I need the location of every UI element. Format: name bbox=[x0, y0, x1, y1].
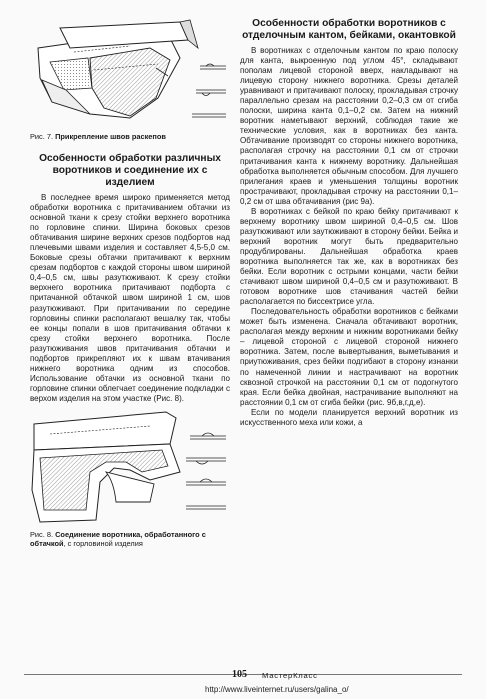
left-column bbox=[30, 18, 230, 548]
figure-7-caption bbox=[30, 132, 230, 141]
figure-8-caption-rest: , с горловиной изделия bbox=[63, 538, 143, 548]
figure-8 bbox=[30, 410, 230, 548]
right-column bbox=[240, 18, 458, 428]
figure-8-caption-prefix: Рис. 8. bbox=[30, 529, 54, 539]
page-number: 105 bbox=[232, 669, 247, 680]
right-paragraph-3: Последовательность обработки воротников с бейками может быть изменена. Сначала обтачивают воротник, располагая между верхним и нижним воротниками бейку – лицевой стороной с лицевой стороной нижнего воротника. Затем, после вывертывания, выметывания и приутюживания, срез бейки подгибают в сторону изнанки по намеченной линии и настрачивают на воротник сквозной строчкой на расстоянии 0,1 см от подогнутого края. Если бейка двойная, настрачивание выполняют на расстоянии 0,1 см от сгиба бейки (рис. 9б,в,г,д,е). bbox=[240, 307, 458, 407]
left-section-title: Особенности обработки различных воротников и соединение их с изделием bbox=[39, 153, 221, 188]
right-section-title: Особенности обработки воротников с отделочным кантом, бейками, окантовкой bbox=[242, 18, 456, 41]
figure-7 bbox=[30, 18, 230, 141]
figure-7-drawing bbox=[30, 18, 230, 130]
right-paragraph-2: В воротниках с бейкой по краю бейку притачивают к верхнему воротнику швом шириной 0,4–0,5 см. Шов разутюживают или заутюживают в сторону бейки. Бейка и верхний воротник могут быть предварительно продублированы. Дальнейшая обработка краев воротника выполняется так же, как в воротниках без бейки. Если воротник с острыми концами, части бейки стачивают швом шириной 0,4–0,5 см и разутюживают. В готовом воротнике шов стачивания частей бейки располагается по биссектрисе угла. bbox=[240, 206, 458, 307]
figure-8-drawing bbox=[30, 410, 230, 528]
figure-7-caption-title: Прикрепление швов раскепов bbox=[55, 132, 166, 141]
figure-8-caption bbox=[30, 530, 230, 548]
footer-brand: МастерКласс bbox=[262, 671, 318, 680]
right-paragraph-1: В воротниках с отделочным кантом по краю полоску для канта, выкроенную под углом 45°, складывают пополам лицевой стороной вверх, накладывают на лицевую сторону нижнего воротника. Срезы деталей уравнивают и притачивают полоску, прокладывая строчку параллельно срезам на расстоянии 0,2–0,3 см от сгиба полоски, ширина канта 0,1–0,2 см. Затем на нижний воротник наметывают верхний, соблюдая такие же технические условия, как в воротниках без канта. Обтачивание производят со стороны нижнего воротника, располагая строчку на расстоянии 0,1 см от строчки притачивания канта к нижнему воротнику. Дальнейшая обработка выполняется обычным способом. Для лучшего прилегания краев и уменьшения толщины воротник прострачивают, прокладывая строчку на расстоянии 0,1–0,2 см от шва обтачивания (рис 9а). bbox=[240, 46, 458, 206]
right-paragraph-4: Если по модели планируется верхний воротник из искусственного меха или кожи, а bbox=[240, 407, 458, 427]
watermark-url: http://www.liveinternet.ru/users/galina_o/ bbox=[205, 685, 349, 694]
left-section-paragraph: В последнее время широко применяется метод обработки воротника с притачиванием обтачки из основной ткани к срезу стойки верхнего воротника по горловине спинки. Ширина боковых срезов обтачивания ширине верхних срезов подбортов над плечевыми швами изделия и составляет 4,5-5,0 см. Боковые срезы обтачки притачивают к верхним срезам подбортов с каждой стороны швом шириной 0,4–0,5 см, швы разутюживают. К срезу стойки верхнего воротника притачивают подборта с притачанной обтачкой швом шириной 1 см, шов разутюживают. При притачивании по середине горловины спинки располагают вешалку так, чтобы ее концы попали в шов притачивания обтачки к срезу стойки верхнего воротника. После разутюживания швов притачивания обтачки и подбортов прикрепляют их к швам втачивания нижнего воротника одним из способов. Использование обтачки из основной ткани по горловине спинки облегчает соединение подкладки с верхом изделия на этом участке (Рис. 8). bbox=[30, 193, 230, 403]
figure-8-caption-title: Соединение воротника, обработанного с обтачкой bbox=[30, 529, 206, 548]
figure-7-caption-prefix: Рис. 7. bbox=[30, 132, 54, 141]
